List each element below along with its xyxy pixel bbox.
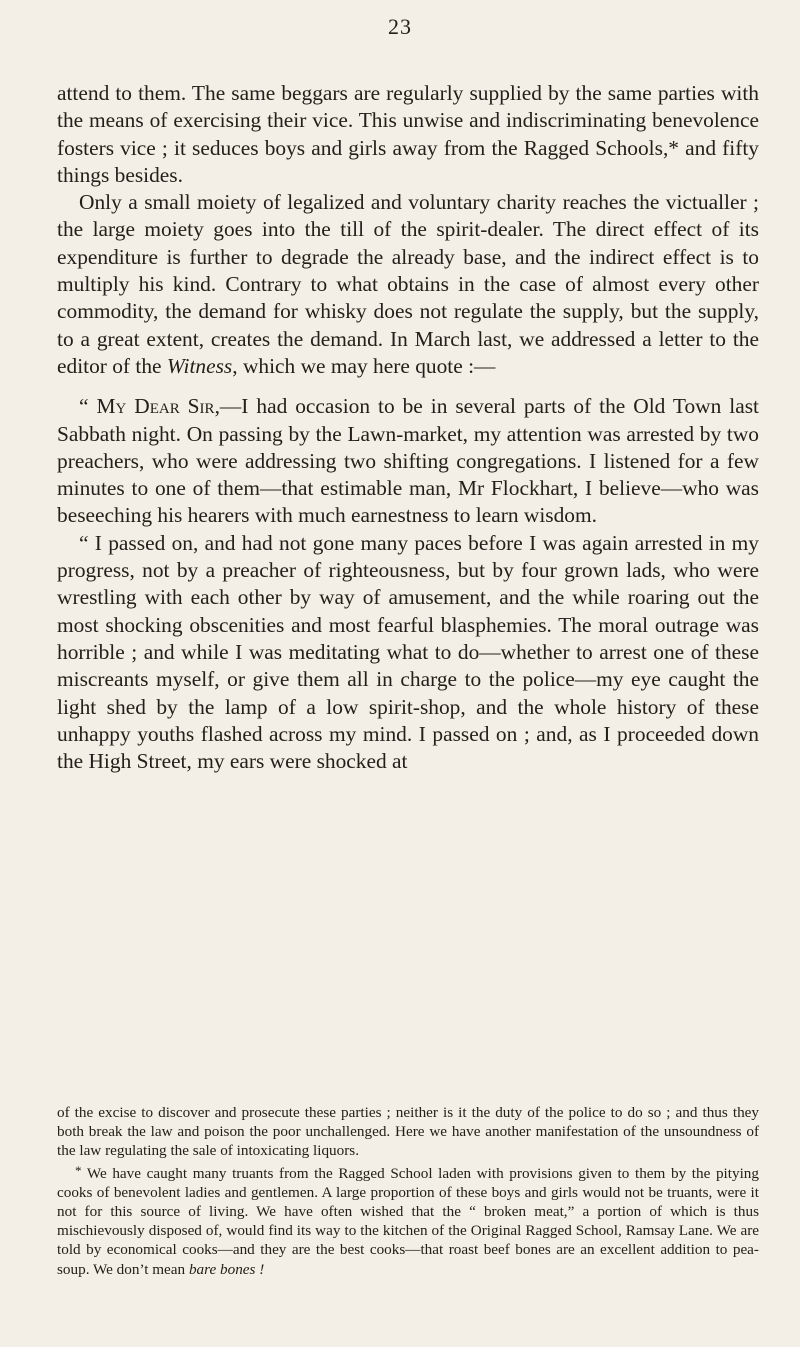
paragraph-1-tail: and fifty things besides. <box>57 135 759 187</box>
paragraph-1-text: attend to them. The same beggars are regularly supplied by the same parties with the means of exercising their vice. This unwise and indiscriminating benevolence fosters vice ; it seduces boys and girls away from the Ragged Schools, <box>57 81 759 160</box>
letter-open-quote: “ <box>79 394 97 419</box>
paragraph-2-text-b: , which we may here quote :— <box>232 353 496 378</box>
footnote-italic: bare bones ! <box>188 1260 265 1278</box>
footnote-continued: of the excise to discover and prosecute these parties ; neither is it the duty of the police to do so ; and thus they both break the law and poison the poor unchallenged. Here we have another manifestation of the unsoundness of the law regulating the sale of intoxicating liquors. <box>57 1104 759 1160</box>
newspaper-title: Witness <box>166 353 233 378</box>
page-number: 23 <box>388 14 412 39</box>
letter-paragraph-2: “ I passed on, and had not gone many paces before I was again arrested in my progress, not by a preacher of righteousness, but by four grown lads, who were wrestling with each other by way of amusement, and the while roaring out the most shocking obscenities and most fearful blasphemies. The moral outrage was horrible ; and while I was meditating what to do—whether to arrest one of these miscreants myself, or give them all in charge to the police—my eye caught the light shed by the lamp of a low spirit-shop, and the whole history of these unhappy youths flashed across my mind. I passed on ; and, as I proceeded down the High Street, my ears were shocked at <box>57 530 759 774</box>
main-text <box>57 80 759 775</box>
paragraph-2 <box>57 189 759 380</box>
paragraph-2-text-a: Only a small moiety of legalized and voluntary charity reaches the victualler ; the large moiety goes into the till of the spirit-dealer. The direct effect of its expenditure is further to degrade the already base, and the indirect effect is to multiply his kind. Contrary to what obtains in the case of almost every other commodity, the demand for whisky does not regulate the supply, but the supply, to a great extent, creates the demand. In March last, we addressed a letter to the editor of the <box>57 190 759 378</box>
footnote-text: We have caught many truants from the Ragged School laden with provisions given to them by the pitying cooks of benevolent ladies and gentlemen. A large proportion of these boys and girls would not be truants, were it not for this source of living. We have often wished that the “ broken meat,” a portion of which is thus mischievously disposed of, would find its way to the kitchen of the Original Ragged School, Ramsay Lane. We are told by economical cooks—and they are the best cooks—that roast beef bones are an excellent addition to pea-soup. We don’t mean <box>57 1164 759 1278</box>
footnotes <box>57 1103 759 1279</box>
letter-salutation: My Dear Sir <box>96 394 215 419</box>
letter-paragraph-1-text: ,—I had occasion to be in several parts of the Old Town last Sabbath night. On passing by the Lawn-market, my attention was arrested by two preachers, who were addressing two shifting congregations. I listened for a few minutes to one of them—that estimable man, Mr Flockhart, I believe—who was beseeching his hearers with much earnestness to learn wisdom. <box>57 394 759 528</box>
footnote-marker: * <box>75 1162 82 1178</box>
footnote-reference: * <box>668 135 679 160</box>
footnote <box>57 1161 759 1279</box>
letter-paragraph-1 <box>57 393 759 529</box>
paragraph-1 <box>57 80 759 189</box>
